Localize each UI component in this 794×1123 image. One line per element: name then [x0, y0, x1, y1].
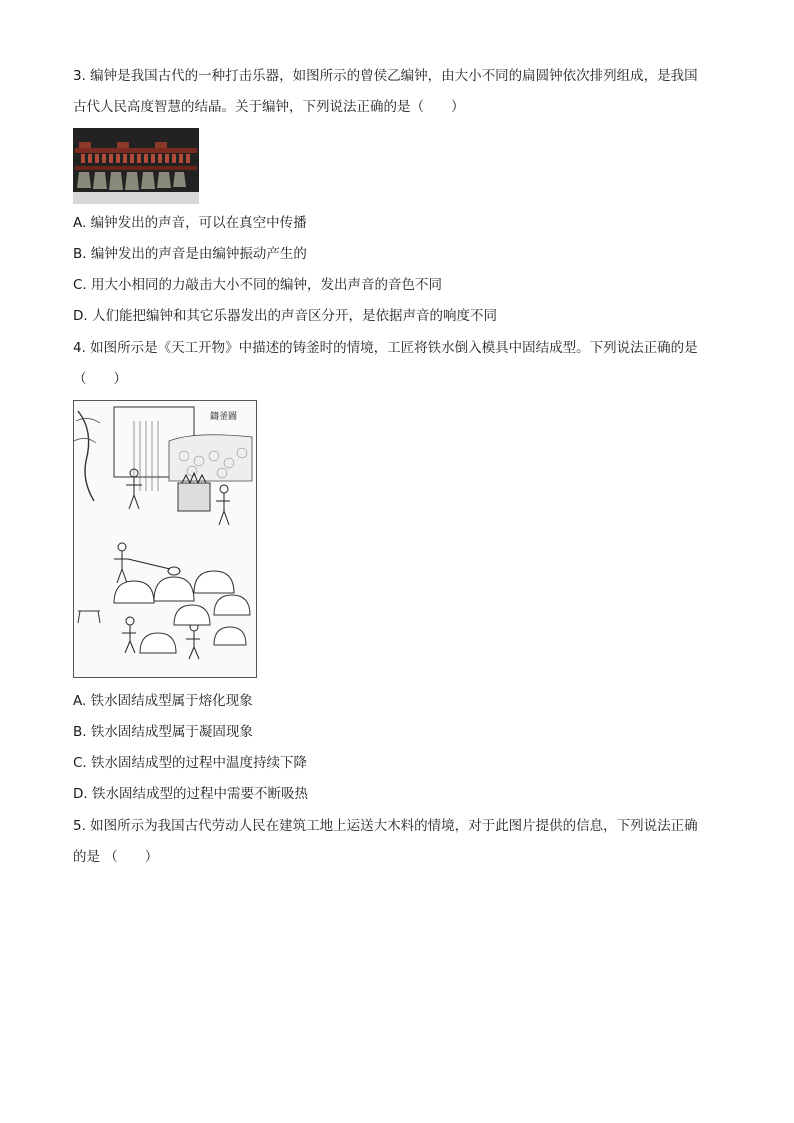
q5-stem-line2: 的是 （ ） — [73, 849, 159, 865]
figure-title: 鑄釜圖 — [210, 412, 238, 422]
bianzhong-photo — [73, 128, 199, 204]
q3-option-c: C. 用大小相同的力敲击大小不同的编钟，发出声音的音色不同 — [73, 277, 443, 293]
q3-option-b: B. 编钟发出的声音是由编钟振动产生的 — [73, 246, 307, 262]
q5-stem-line1: 5. 如图所示为我国古代劳动人民在建筑工地上运送大木料的情境，对于此图片提供的信息，下列说法正确 — [73, 818, 698, 834]
q4-option-a: A. 铁水固结成型属于熔化现象 — [73, 693, 253, 709]
casting-woodcut-illustration — [73, 400, 257, 678]
q4-stem-line1: 4. 如图所示是《天工开物》中描述的铸釜时的情境，工匠将铁水倒入模具中固结成型。下列说法正确的是 — [73, 340, 698, 356]
q3-stem-line1: 3. 编钟是我国古代的一种打击乐器，如图所示的曾侯乙编钟，由大小不同的扁圆钟依次排列组成，是我国 — [73, 68, 698, 84]
q4-option-c: C. 铁水固结成型的过程中温度持续下降 — [73, 755, 308, 771]
q3-stem-line2: 古代人民高度智慧的结晶。关于编钟，下列说法正确的是（ ） — [73, 99, 465, 115]
q3-option-a: A. 编钟发出的声音，可以在真空中传播 — [73, 215, 307, 231]
q4-option-b: B. 铁水固结成型属于凝固现象 — [73, 724, 253, 740]
q4-option-d: D. 铁水固结成型的过程中需要不断吸热 — [73, 786, 308, 802]
q3-option-d: D. 人们能把编钟和其它乐器发出的声音区分开，是依据声音的响度不同 — [73, 308, 497, 324]
q4-stem-line2: （ ） — [73, 371, 127, 387]
